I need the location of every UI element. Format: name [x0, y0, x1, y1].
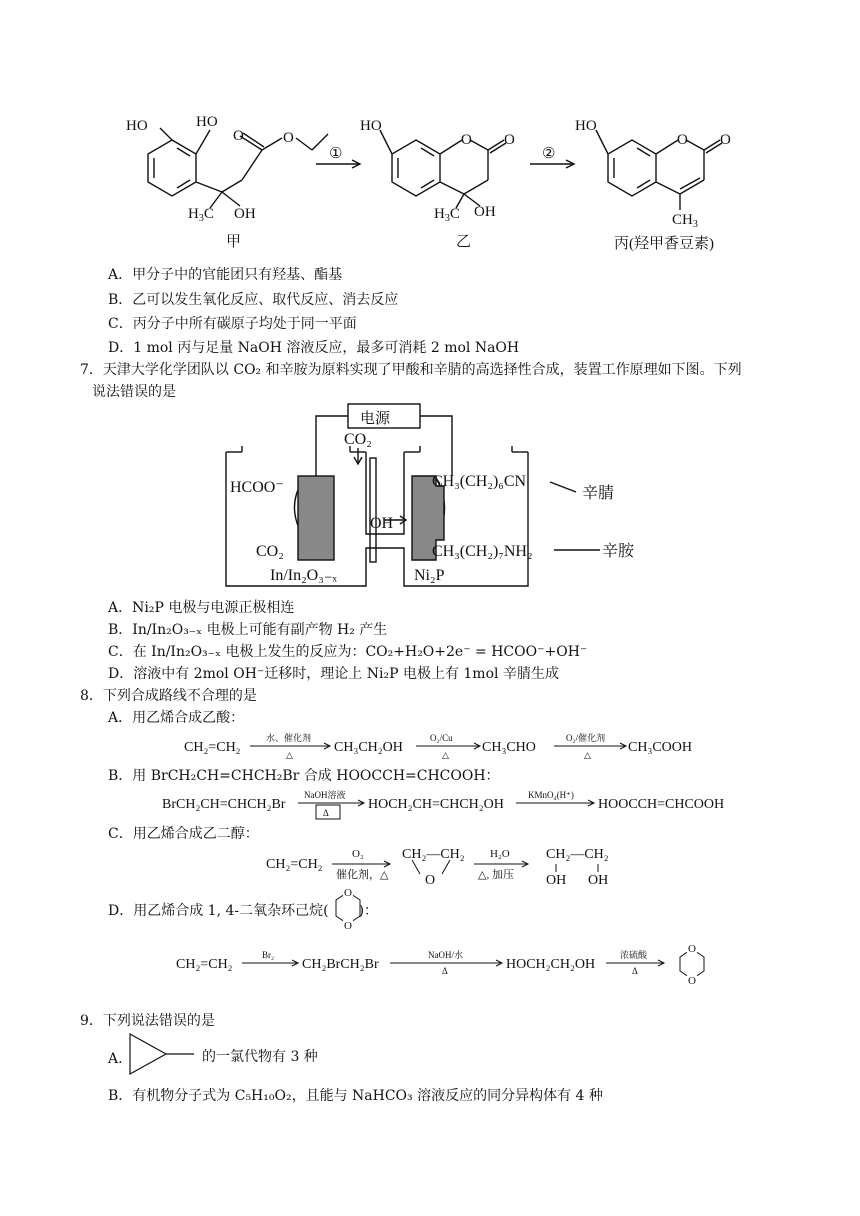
dioxane-o-top: O [344, 887, 352, 899]
nitrile-name: 辛腈 [582, 485, 615, 502]
route-c [262, 840, 642, 888]
amine-name: 辛胺 [602, 543, 635, 560]
q8-option-b-label: B．用 BrCH₂CH=CHCH₂Br 合成 HOOCCH=CHCOOH： [108, 768, 500, 784]
route-a-s2: CH₃CH₂OH [334, 740, 403, 755]
left-electrode-label: In/In₂O₃₋ₓ [270, 567, 337, 584]
route-d-c3-top: 浓硫酸 [620, 950, 648, 960]
co2-left-label: CO₂ [256, 543, 284, 560]
q8-option-a-label: A．用乙烯合成乙酸： [108, 710, 245, 726]
route-a-s4: CH₃COOH [628, 740, 692, 755]
route-c-glycol-oh2: OH [588, 873, 609, 888]
q6-option-c: C．丙分子中所有碳原子均处于同一平面 [108, 316, 357, 332]
q6-option-b: B．乙可以发生氧化反应、取代反应、消去反应 [108, 292, 399, 308]
route-a [180, 728, 720, 762]
yi-oh: OH [474, 204, 496, 220]
route-d-c2-bot: Δ [442, 966, 448, 976]
route-a-c3-top: O₂/催化剂 [566, 733, 606, 743]
membrane [370, 458, 376, 562]
route-c-c1-top: O₂ [352, 848, 364, 860]
route-d-dioxane-o-top: O [688, 943, 696, 955]
route-d [172, 936, 732, 990]
bing-ch3: $CH_3$ [672, 212, 698, 230]
route-a-c1-bot: △ [286, 750, 293, 760]
route-c-c1-bot: 催化剂，△ [336, 869, 389, 881]
power-label: 电源 [360, 411, 391, 427]
q7-option-a: A．Ni₂P 电极与电源正极相连 [108, 600, 295, 616]
hcoo-label: HCOO⁻ [230, 479, 284, 496]
q9-stem: 9．下列说法错误的是 [80, 1013, 215, 1029]
q8-option-c-label: C．用乙烯合成乙二醇： [108, 826, 259, 842]
route-c-epoxide-o: O [425, 873, 436, 888]
route-a-c1-top: 水、催化剂 [266, 733, 312, 743]
route-d-s3: HOCH₂CH₂OH [506, 957, 596, 972]
cyclopropyl-ethyl-structure [126, 1030, 198, 1078]
jia-ester-o2: O [283, 130, 294, 146]
q8-stem: 8．下列合成路线不合理的是 [80, 688, 257, 704]
q6-option-d: D．1 mol 丙与足量 NaOH 溶液反应，最多可消耗 2 mol NaOH [108, 340, 520, 356]
jia-benzene-ring [148, 140, 196, 196]
yi-h3c: $H_3C$ [434, 206, 460, 224]
route-d-c1-top: Br₂ [262, 950, 275, 960]
route-b-c2-top: KMnO₄(H⁺) [528, 790, 574, 800]
route-a-c2-bot: △ [442, 750, 449, 760]
dioxane-o-bot: O [344, 920, 352, 932]
q7-stem-line1: 7．天津大学化学团队以 CO₂ 和辛胺为原料实现了甲酸和辛腈的高选择性合成，装置工作原理如下图。下列 [80, 362, 742, 378]
q7-option-b: B．In/In₂O₃₋ₓ 电极上可能有副产物 H₂ 产生 [108, 622, 388, 638]
route-a-c3-bot: △ [584, 750, 591, 760]
yi-benzene-ring [392, 140, 440, 196]
yi-ring-o: O [461, 132, 472, 148]
route-c-c2-bot: △, 加压 [478, 869, 514, 881]
jia-ho-1: HO [126, 118, 148, 134]
co2-top-label: CO₂ [344, 431, 372, 448]
jia-oh: OH [234, 206, 256, 222]
q7-option-d: D．溶液中有 2mol OH⁻迁移时，理论上 Ni₂P 电极上有 1mol 辛腈生成 [108, 666, 559, 682]
route-d-c2-top: NaOH/水 [428, 950, 463, 960]
jia-h3c: $H_3C$ [188, 206, 214, 224]
bing-carbonyl-o: O [720, 132, 731, 148]
bing-ho: HO [575, 118, 597, 134]
q7-option-c: C．在 In/In₂O₃₋ₓ 电极上发生的反应为：CO₂+H₂O+2e⁻ = HCOO⁻+OH⁻ [108, 644, 588, 660]
amine-formula: CH₃(CH₂)₇NH₂ [432, 543, 533, 560]
arrow-1-label: ① [329, 146, 343, 162]
route-a-s3: CH₃CHO [482, 740, 536, 755]
route-b-c1-top: NaOH溶液 [304, 790, 346, 800]
route-b-s1: BrCH₂CH=CHCH₂Br [162, 797, 286, 812]
bing-ring-o: O [677, 132, 688, 148]
left-electrode [298, 476, 334, 560]
route-a-c2-top: O₂/Cu [430, 733, 453, 743]
reaction-scheme-top [0, 100, 860, 260]
route-b-s2: HOCH₂CH=CHCH₂OH [368, 797, 504, 812]
route-c-glycol-oh1: OH [546, 873, 567, 888]
route-b-s3: HOOCCH=CHCOOH [598, 797, 725, 812]
route-d-s1: CH₂=CH₂ [176, 957, 233, 972]
arrow-2-label: ② [542, 146, 556, 162]
yi-label: 乙 [456, 234, 472, 250]
route-c-epoxide: CH₂—CH₂ [402, 847, 465, 862]
route-c-s1: CH₂=CH₂ [266, 857, 323, 872]
q6-option-a: A．甲分子中的官能团只有羟基、酯基 [108, 267, 343, 283]
q9-option-a-post: 的一氯代物有 3 种 [202, 1049, 318, 1065]
q9-option-b: B．有机物分子式为 C₅H₁₀O₂，且能与 NaHCO₃ 溶液反应的同分异构体有 4 种 [108, 1088, 603, 1104]
jia-label: 甲 [226, 234, 242, 250]
route-b-c1-bot: Δ [323, 808, 329, 818]
electrolysis-diagram [220, 402, 660, 592]
nitrile-formula: CH₃(CH₂)₆CN [432, 473, 527, 490]
jia-ester-o: O [233, 128, 244, 144]
q7-stem-line2: 说法错误的是 [92, 384, 176, 400]
dioxane-inline [332, 882, 364, 934]
route-a-s1: CH₂=CH₂ [184, 740, 241, 755]
bing-label: 丙(羟甲香豆素) [614, 236, 714, 252]
oh-label: OH⁻ [370, 515, 402, 532]
route-b [158, 787, 758, 821]
route-d-s2: CH₂BrCH₂Br [302, 957, 379, 972]
right-electrode-label: Ni₂P [414, 567, 445, 584]
q9-option-a-pre: A. [108, 1051, 123, 1067]
q8-option-d-post: )： [358, 903, 379, 919]
route-d-c3-bot: Δ [632, 966, 638, 976]
q8-option-d-pre: D．用乙烯合成 1, 4-二氧杂环己烷( [108, 903, 329, 919]
yi-ho: HO [360, 118, 382, 134]
bing-benzene-ring [608, 140, 656, 196]
route-c-glycol: CH₂—CH₂ [546, 847, 609, 862]
route-d-dioxane-o-bot: O [688, 975, 696, 987]
yi-carbonyl-o: O [504, 132, 515, 148]
route-c-c2-top: H₂O [490, 848, 510, 860]
jia-ho-2: HO [196, 114, 218, 130]
